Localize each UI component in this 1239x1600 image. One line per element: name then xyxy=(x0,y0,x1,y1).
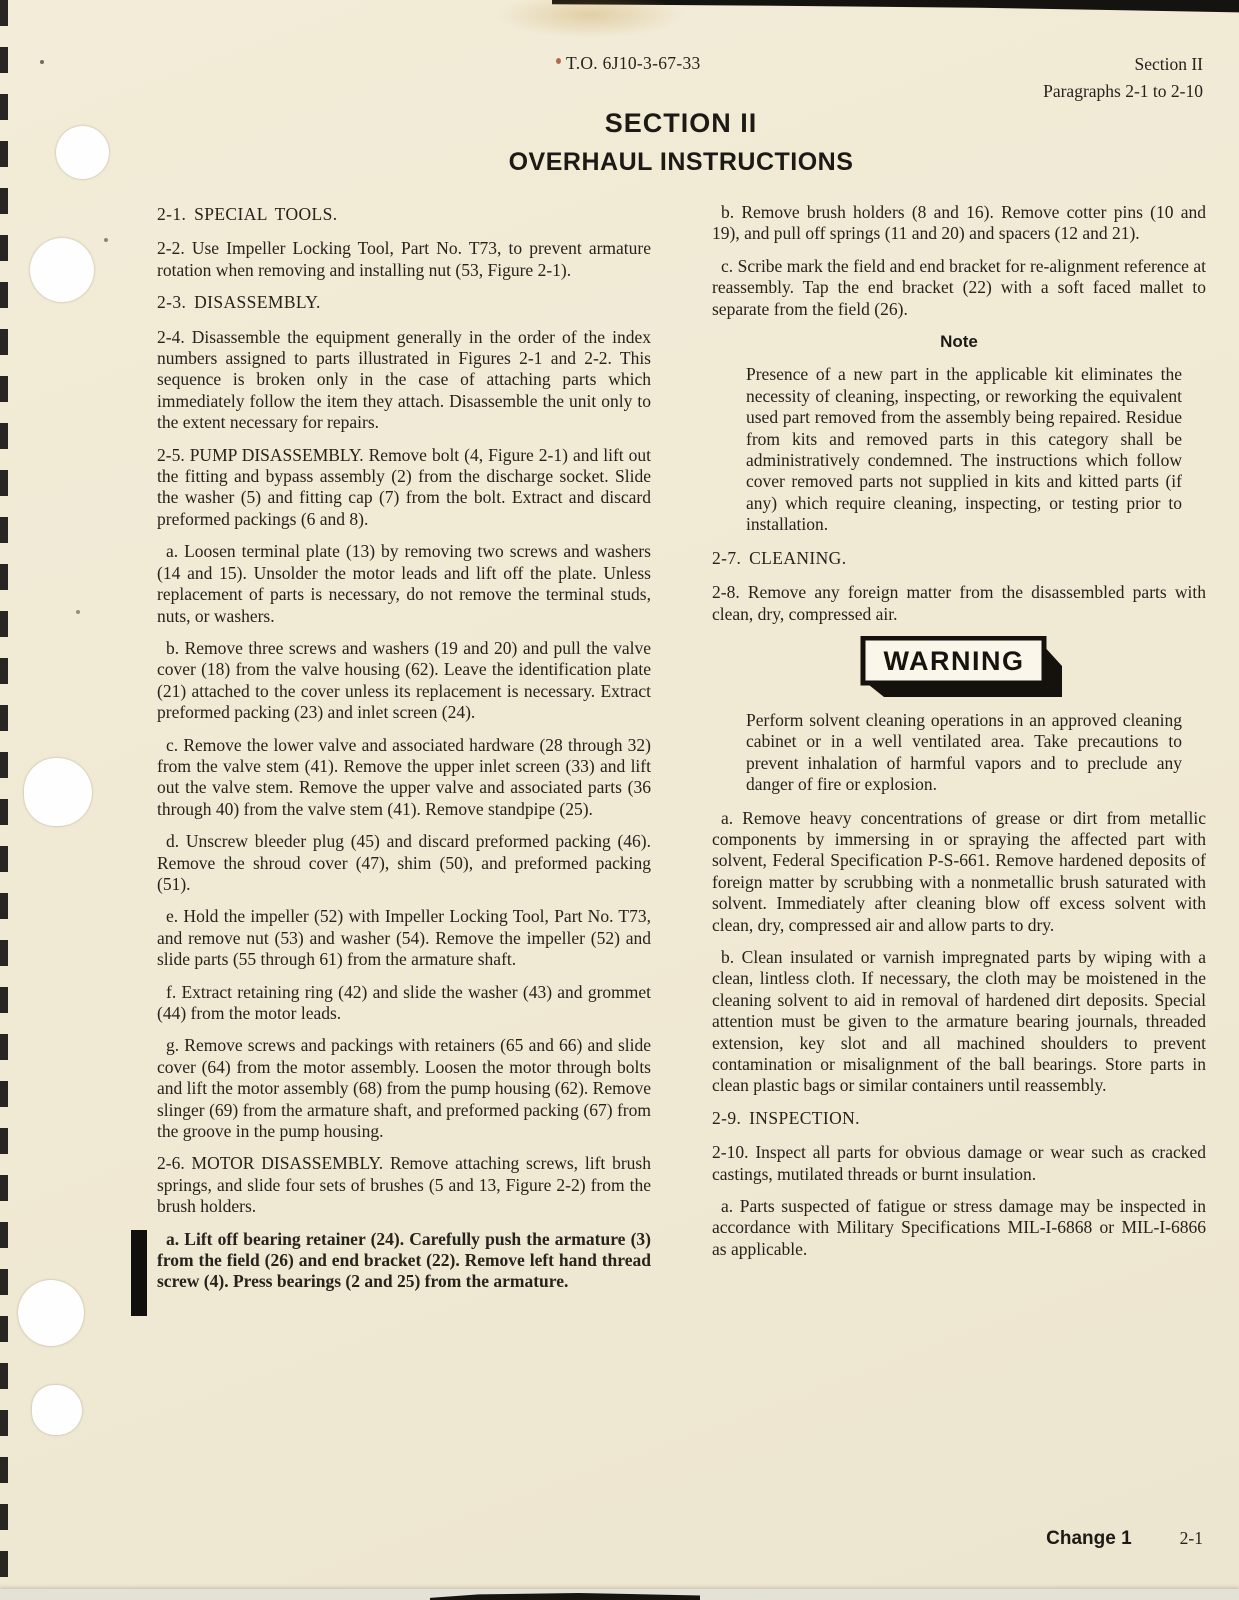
punch-hole xyxy=(24,758,92,826)
punch-hole xyxy=(18,1280,84,1346)
step-c-motor: c. Scribe mark the field and end bracket for re-alignment reference at reassembly. Tap the end bracket (22) with a soft faced mallet to separate from the field (26). xyxy=(712,255,1206,319)
step-b-motor: b. Remove brush holders (8 and 16). Remove cotter pins (10 and 19), and pull off springs (11 and 20) and spacers (12 and 21). xyxy=(712,202,1206,244)
section-title: SECTION II xyxy=(604,108,758,138)
header-right xyxy=(1043,51,1203,105)
paragraph-2-6: 2-6. MOTOR DISASSEMBLY. Remove attaching screws, lift brush springs, and slide four sets of brushes (5 and 13, Figure 2-2) from the brush holders. xyxy=(157,1153,651,1217)
paragraph-2-2: 2-2. Use Impeller Locking Tool, Part No. T73, to prevent armature rotation when removing and installing nut (53, Figure 2-1). xyxy=(157,238,651,280)
section-reference: Section II xyxy=(1134,54,1203,74)
paper-speck xyxy=(76,610,80,614)
paragraph-range: Paragraphs 2-1 to 2-10 xyxy=(1043,81,1203,101)
right-column xyxy=(712,202,1206,1271)
paragraph-2-7-heading: 2-7. CLEANING. xyxy=(712,547,847,568)
left-column xyxy=(157,202,651,1293)
warning-label: WARNING xyxy=(883,645,1025,676)
step-g-pump: g. Remove screws and packings with retainers (65 and 66) and slide cover (64) from the motor assembly. Loosen the motor through bolts and lift the motor assembly (68) from the pump housing (62). Remove slinger (69) from the armature shaft, and preformed packing (67) from the groove in the pump housing. xyxy=(157,1035,651,1142)
paragraph-2-10: 2-10. Inspect all parts for obvious damage or wear such as cracked castings, mutilated threads or burnt insulation. xyxy=(712,1142,1206,1184)
paragraph-2-1-heading: 2-1. SPECIAL TOOLS. xyxy=(157,204,338,224)
punch-hole xyxy=(56,126,109,179)
step-f-pump: f. Extract retaining ring (42) and slide the washer (43) and grommet (44) from the motor leads. xyxy=(157,981,651,1023)
paragraph-2-5: 2-5. PUMP DISASSEMBLY. Remove bolt (4, Figure 2-1) and lift out the fitting and bypass assembly (2) from the discharge socket. Slide the washer (5) and fitting cap (7) from the bolt. Extract and discard preformed packings (6 and 8). xyxy=(157,444,651,529)
to-number: T.O. 6J10-3-67-33 xyxy=(566,53,701,73)
paragraph-2-4: 2-4. Disassemble the equipment generally in the order of the index numbers assigned to parts illustrated in Figures 2-1 and 2-2. This sequence is broken only in the case of attaching parts which immediately follow the item they attach. Disassemble the unit only to the extent necessary for repairs. xyxy=(157,326,651,433)
step-e-pump: e. Hold the impeller (52) with Impeller Locking Tool, Part No. T73, and remove nut (53) and washer (54). Remove the impeller (52) and slide parts (55 through 61) from the armature shaft. xyxy=(157,906,651,970)
warning-banner xyxy=(712,636,1206,702)
section-subtitle: OVERHAUL INSTRUCTIONS xyxy=(508,148,854,176)
warning-box xyxy=(856,636,1068,702)
change-label: Change 1 xyxy=(1046,1528,1132,1549)
step-c-pump: c. Remove the lower valve and associated hardware (28 through 32) from the valve stem (41). Remove the upper inlet screen (33) and lift out the valve stem. Remove the upper valve and associated parts (36 through 40) from the valve stem (41). Remove standpipe (25). xyxy=(157,734,651,819)
step-d-pump: d. Unscrew bleeder plug (45) and discard preformed packing (46). Remove the shroud cover (47), shim (50), and preformed packing (51). xyxy=(157,831,651,894)
paragraph-2-3-heading: 2-3. DISASSEMBLY. xyxy=(157,292,321,313)
step-a-motor-text: a. Lift off bearing retainer (24). Carefully push the armature (3) from the field (26) and end bracket (22). Remove left hand thread screw (4). Press bearings (2 and 25) from the armature. xyxy=(157,1228,651,1292)
change-bar xyxy=(131,1230,147,1316)
punch-hole xyxy=(32,1385,82,1435)
paper-speck xyxy=(104,238,108,242)
punch-hole xyxy=(30,238,94,302)
note-heading: Note xyxy=(940,332,978,352)
step-a-motor-changed xyxy=(157,1229,651,1293)
note-body: Presence of a new part in the applicable kit eliminates the necessity of cleaning, inspecting, or reworking the equivalent used part removed from the assembly being repaired. Residue from kits and removed parts in this category shall be administratively condemned. The instructions which follow cover removed parts not supplied in kits and kitted parts (if any) which require cleaning, inspecting, or testing prior to installation. xyxy=(746,364,1182,535)
paragraph-2-8: 2-8. Remove any foreign matter from the disassembled parts with clean, dry, compressed air. xyxy=(712,582,1206,624)
paper-stain xyxy=(495,0,685,38)
step-a-pump: a. Loosen terminal plate (13) by removing two screws and washers (14 and 15). Unsolder the motor leads and lift off the plate. Unless replacement of parts is necessary, do not remove the terminal studs, nuts, or washers. xyxy=(157,541,651,626)
step-a-cleaning: a. Remove heavy concentrations of grease or dirt from metallic components by immersing in or spraying the affected part with solvent, Federal Specification P-S-661. Remove hardened deposits of foreign matter by scrubbing with a nonmetallic brush saturated with solvent. Immediately after cleaning blow off excess solvent with clean, dry, compressed air and allow parts to dry. xyxy=(712,807,1206,935)
page-footer xyxy=(1046,1528,1203,1550)
section-title-block xyxy=(157,108,1205,177)
paper-speck xyxy=(556,58,561,64)
paragraph-2-9-heading: 2-9. INSPECTION. xyxy=(712,1107,860,1128)
paper-speck xyxy=(40,60,44,64)
step-b-pump: b. Remove three screws and washers (19 and 20) and pull the valve cover (18) from the valve housing (62). Leave the identification plate (21) attached to the cover unless its replacement is necessary. Extract preformed packing (23) and inlet screen (24). xyxy=(157,637,651,723)
binding-edge-marks xyxy=(0,0,8,1600)
step-a-inspection: a. Parts suspected of fatigue or stress damage may be inspected in accordance with Military Specifications MIL-I-6868 or MIL-I-6866 as applicable. xyxy=(712,1196,1206,1259)
warning-body: Perform solvent cleaning operations in an approved cleaning cabinet or in a well ventilated area. Take precautions to prevent inhalation of harmful vapors and to preclude any danger of fire or explosion. xyxy=(746,709,1182,795)
page-number: 2-1 xyxy=(1179,1528,1203,1548)
step-b-cleaning: b. Clean insulated or varnish impregnated parts by wiping with a clean, lintless cloth. If necessary, the cloth may be moistened in the cleaning solvent to aid in removal of hardened dirt deposits. Special attention must be given to the armature bearing journals, threaded extension, key slot and all machined shoulders to prevent contamination or misalignment of the ball bearings. Store parts in clean plastic bags or similar containers until reassembly. xyxy=(712,946,1206,1096)
